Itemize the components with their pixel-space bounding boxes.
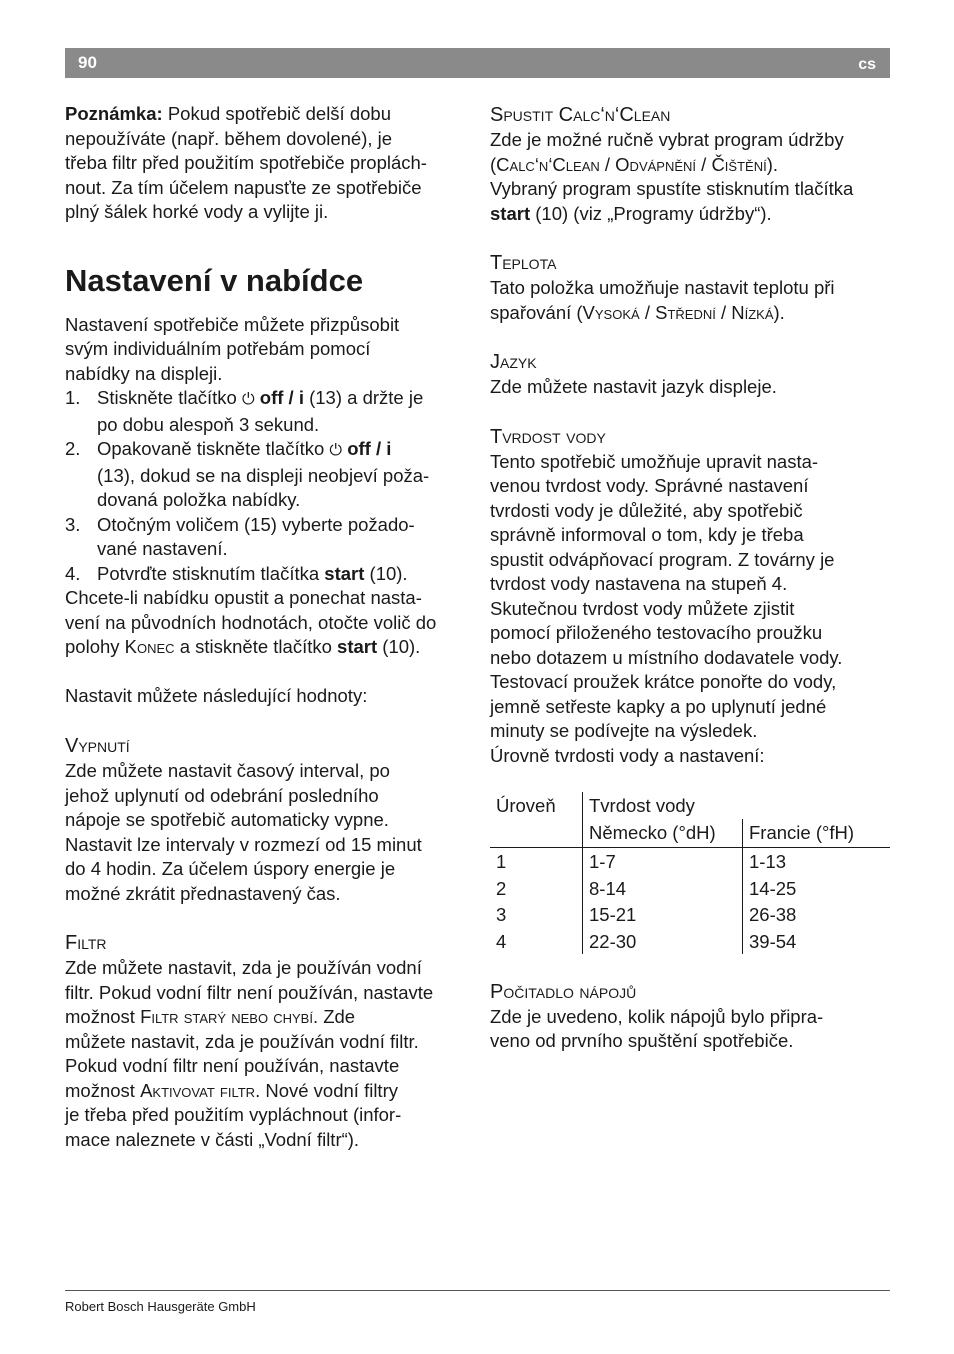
button-name: start (337, 636, 378, 657)
exit-line: (10). (382, 636, 421, 657)
step-number: 2. (65, 438, 81, 459)
text-line: Zde je možné ručně vybrat program údržby (490, 129, 844, 150)
note-label: Poznámka: (65, 103, 163, 124)
table-row (490, 848, 890, 875)
step-item (65, 562, 470, 587)
note-line: třeba filtr před použitím spotřebiče proplách- (65, 152, 427, 173)
step-text: po dobu alespoň 3 sekund. (97, 413, 320, 435)
menu-option: Calc‘n‘Clean / Odvápnění / Čištění (496, 153, 767, 175)
footer-company: Robert Bosch Hausgeräte GmbH (65, 1299, 256, 1314)
page-header-bar (65, 48, 890, 78)
table-cell: 14-25 (743, 875, 891, 902)
text-line: mace naleznete v části „Vodní filtr“). (65, 1128, 360, 1150)
table-header-cell: Francie (°fH) (743, 819, 891, 848)
step-text: (10). (369, 562, 408, 584)
page-number: 90 (78, 53, 97, 72)
text-line: ). (773, 301, 785, 323)
text-line: minuty se podívejte na výsledek. (490, 720, 758, 741)
text-line: ). (766, 153, 779, 175)
intro-paragraph (65, 313, 470, 387)
note-line: nepoužíváte (např. během dovolené), je (65, 127, 393, 149)
steps-list (65, 386, 470, 586)
values-intro: Nastavit můžete následující hodnoty: (65, 685, 368, 706)
note-line: Pokud spotřebič delší dobu (167, 103, 391, 124)
table-cell: 15-21 (583, 901, 743, 928)
text-line: . Zde (312, 1006, 356, 1027)
subheading-filtr: Filtr (65, 932, 107, 954)
menu-option: Konec (124, 636, 175, 657)
text-line: možnost (65, 1079, 135, 1101)
subheading-tvrdost: Tvrdost vody (490, 425, 606, 448)
text-line: jehož uplynutí od odebrání posledního (65, 784, 379, 806)
exit-line: polohy (65, 636, 120, 657)
text-line: Vybraný program spustíte stisknutím tlačítka (490, 178, 854, 199)
intro-line: svým individuálním potřebám pomocí (65, 338, 371, 359)
text-line: spařování ( (490, 301, 583, 323)
subheading-calc: Spustit Calc‘n‘Clean (490, 104, 671, 126)
step-text: Stiskněte tlačítko (97, 387, 237, 408)
button-name: start (490, 202, 531, 224)
power-icon: ⏻ (241, 391, 255, 408)
text-line: správně informoval o tom, kdy je třeba (490, 524, 804, 545)
note-paragraph (65, 102, 470, 225)
step-item (65, 437, 470, 513)
button-name: off / i (347, 438, 392, 459)
table-cell: 3 (496, 904, 507, 925)
text-line: Zde můžete nastavit časový interval, po (65, 760, 390, 781)
step-text: Otočným voličem (15) vyberte požado- (97, 513, 415, 535)
water-hardness-table (490, 792, 890, 954)
step-number: 4. (65, 562, 81, 584)
left-column (65, 102, 470, 1152)
text-line: Tento spotřebič umožňuje upravit nasta- (490, 450, 819, 472)
step-text: (13) a držte je (309, 387, 424, 408)
intro-line: nabídky na displeji. (65, 362, 223, 384)
table-cell: 4 (496, 930, 507, 952)
text-line: Pokud vodní filtr není používán, nastavte (65, 1055, 400, 1076)
text-line: nápoje se spotřebič automaticky vypne. (65, 809, 389, 830)
filtr-paragraph (65, 956, 470, 1152)
exit-line: vení na původních hodnotách, otočte volič do (65, 611, 437, 633)
text-line: Zde je uvedeno, kolik nápojů bylo připra- (490, 1005, 824, 1027)
text-line: Nastavit lze intervaly v rozmezí od 15 minut (65, 833, 422, 855)
text-line: Zde můžete nastavit jazyk displeje. (490, 376, 777, 397)
text-line: tvrdosti vody je důležité, aby spotřebič (490, 499, 803, 521)
text-line: veno od prvního spuštění spotřebiče. (490, 1030, 794, 1051)
intro-line: Nastavení spotřebiče můžete přizpůsobit (65, 313, 400, 335)
text-line: Úrovně tvrdosti vody a nastavení: (490, 744, 765, 766)
text-line: venou tvrdost vody. Správné nastavení (490, 475, 809, 496)
calc-paragraph (490, 128, 890, 226)
text-line: můžete nastavit, zda je používán vodní filtr. (65, 1030, 419, 1052)
text-line: filtr. Pokud vodní filtr není používán, nastavte (65, 981, 434, 1003)
step-number: 1. (65, 387, 81, 408)
table-header-cell (490, 819, 583, 848)
menu-option: Aktivovat filtr (140, 1079, 256, 1101)
vypnuti-paragraph (65, 759, 470, 906)
subheading-vypnuti: Vypnutí (65, 735, 130, 757)
table-cell: 1-7 (583, 848, 743, 875)
note-line: nout. Za tím účelem napusťte ze spotřebiče (65, 176, 422, 198)
text-line: možnost (65, 1006, 135, 1027)
step-number: 3. (65, 513, 81, 535)
table-row (490, 875, 890, 902)
step-text: (13), dokud se na displeji neobjeví poža- (97, 464, 430, 486)
table-header-cell: Německo (°dH) (583, 819, 743, 848)
teplota-paragraph (490, 276, 890, 325)
section-heading: Nastavení v nabídce (65, 262, 364, 298)
exit-line: Chcete-li nabídku opustit a ponechat nasta- (65, 587, 422, 608)
right-column (490, 102, 890, 1054)
text-line: spustit odvápňovací program. Z továrny je (490, 548, 835, 570)
text-line: pomocí přiloženého testovacího proužku (490, 622, 823, 643)
table-cell: 39-54 (743, 928, 891, 955)
exit-paragraph (65, 586, 470, 660)
exit-line: a stiskněte tlačítko (179, 636, 332, 657)
tvrdost-paragraph (490, 450, 890, 769)
table-header-cell: Úroveň (496, 795, 556, 816)
menu-option: Filtr starý nebo chybí (140, 1006, 313, 1027)
table-cell: 26-38 (743, 901, 891, 928)
counter-paragraph (490, 1005, 890, 1054)
step-item (65, 513, 470, 562)
table-cell: 1-13 (743, 848, 891, 875)
table-header-row (490, 819, 890, 848)
text-line: do 4 hodin. Za účelem úspory energie je (65, 858, 396, 879)
power-icon: ⏻ (329, 442, 343, 459)
step-text: dovaná položka nabídky. (97, 489, 301, 510)
table-header-row (490, 792, 890, 819)
step-item (65, 386, 470, 437)
menu-option: Vysoká / Střední / Nízká (582, 301, 774, 323)
subheading-counter: Počitadlo nápojů (490, 980, 637, 1003)
note-line: plný šálek horké vody a vylijte ji. (65, 201, 329, 222)
text-line: nebo dotazem u místního dodavatele vody. (490, 646, 843, 668)
table-cell: 1 (496, 851, 507, 872)
step-text: Potvrďte stisknutím tlačítka (97, 562, 320, 584)
table-row (490, 928, 890, 955)
text-line: jemně setřeste kapky a po uplynutí jedné (490, 695, 827, 717)
text-line: Testovací proužek krátce ponořte do vody, (490, 671, 837, 692)
step-text: Opakovaně tiskněte tlačítko (97, 438, 325, 459)
button-name: off / i (259, 387, 304, 408)
text-line: . Nové vodní filtry (255, 1079, 398, 1101)
text-line: ( (490, 153, 497, 175)
text-line: je třeba před použitím vypláchnout (infor- (65, 1104, 402, 1125)
text-line: (10) (viz „Programy údržby“). (535, 202, 772, 224)
language-code: cs (858, 56, 876, 73)
text-line: možné zkrátit přednastavený čas. (65, 882, 341, 904)
table-cell: 8-14 (583, 875, 743, 902)
text-line: Zde můžete nastavit, zda je používán vodní (65, 957, 422, 978)
table-header-cell: Tvrdost vody (583, 792, 891, 819)
table-cell: 22-30 (583, 928, 743, 955)
subheading-jazyk: Jazyk (490, 351, 537, 373)
footer-divider (65, 1290, 890, 1291)
text-line: Tato položka umožňuje nastavit teplotu při (490, 277, 835, 298)
text-line: tvrdost vody nastavena na stupeň 4. (490, 573, 788, 594)
step-text: vané nastavení. (97, 538, 228, 559)
subheading-teplota: Teplota (490, 252, 557, 274)
table-cell: 2 (496, 877, 507, 899)
table-row (490, 901, 890, 928)
text-line: Skutečnou tvrdost vody můžete zjistit (490, 597, 795, 619)
button-name: start (324, 562, 365, 584)
